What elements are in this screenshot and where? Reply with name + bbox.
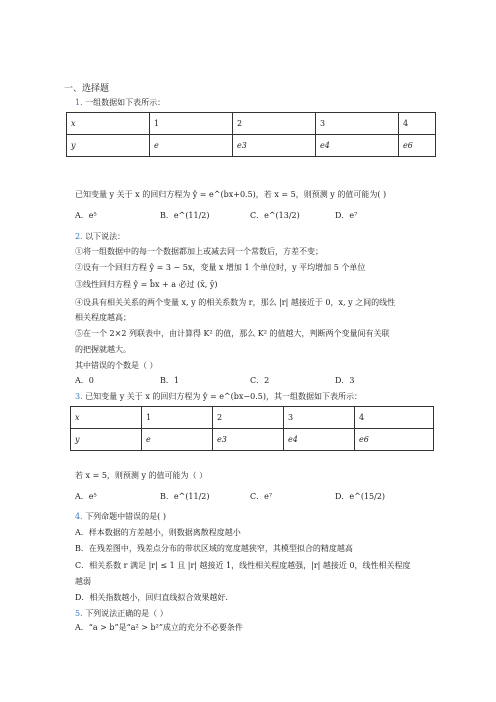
data-table-1 — [66, 112, 436, 157]
table-cell: 2 — [233, 113, 316, 135]
question-text: 下列说法正确的是（ ） — [85, 609, 168, 618]
statement-1: ①将一组数据中的每一个数据都加上或减去同一个常数后，方差不变； — [75, 247, 323, 256]
question-1-text: 已知变量 y 关于 x 的回归方程为 ŷ = e^(bx+0.5)，若 x = 5，则预测 y 的值可能为( ) — [75, 190, 387, 199]
table-cell: 1 — [150, 113, 233, 135]
option-b[interactable]: B．e^(11/2) — [160, 211, 210, 220]
option-d[interactable]: D．e^(15/2) — [335, 492, 386, 501]
table-cell: e4 — [316, 135, 399, 157]
question-3-text: 若 x = 5，则预测 y 的值可能为（ ） — [75, 471, 208, 480]
table-row — [67, 135, 436, 157]
question-number: 5. — [75, 609, 83, 618]
option-b[interactable]: B．1 — [160, 376, 179, 385]
table-cell: e — [142, 429, 213, 451]
option-c-cont: 越弱 — [75, 577, 91, 586]
table-cell: 3 — [284, 407, 355, 429]
table-row — [71, 429, 434, 451]
statement-3: ③线性回归方程 ŷ = b̂x + a 必过 (x̄, ȳ) — [75, 280, 218, 289]
question-3-stem — [75, 391, 362, 402]
option-d[interactable]: D．3 — [335, 376, 355, 385]
question-5-stem — [75, 608, 168, 619]
question-2-stem — [75, 231, 125, 242]
option-d[interactable]: D．e⁷ — [335, 211, 358, 220]
option-a[interactable]: A．e⁵ — [75, 492, 97, 501]
option-d[interactable]: D．相关指数越小，回归直线拟合效果越好. — [75, 593, 228, 602]
table-cell: 4 — [355, 407, 434, 429]
table-cell: e — [150, 135, 233, 157]
question-4-stem — [75, 511, 166, 522]
question-text: 下列命题中错误的是( ) — [85, 512, 166, 521]
option-b[interactable]: B．在残差图中，残差点分布的带状区域的宽度越狭窄，其模型拟合的精度越高 — [75, 544, 353, 553]
statement-4: ④设具有相关关系的两个变量 x, y 的相关系数为 r，那么 |r| 越接近于 0，x, y 之间的线性 — [75, 298, 396, 307]
statement-5: ⑤在一个 2×2 列联表中，由计算得 K² 的值，那么 K² 的值越大，判断两个变量间有关联 — [75, 329, 390, 338]
option-b[interactable]: B．e^(11/2) — [160, 492, 210, 501]
table-cell: e3 — [233, 135, 316, 157]
option-c[interactable]: C．e^(13/2) — [250, 211, 300, 220]
table-cell: 3 — [316, 113, 399, 135]
option-a[interactable]: A．0 — [75, 376, 94, 385]
table-cell: e6 — [355, 429, 434, 451]
table-cell: e6 — [399, 135, 436, 157]
option-c[interactable]: C．e⁷ — [250, 492, 273, 501]
table-cell: x — [67, 113, 150, 135]
data-table-2 — [70, 406, 434, 451]
question-1-stem — [75, 97, 165, 108]
table-cell: 1 — [142, 407, 213, 429]
option-c[interactable]: C．2 — [250, 376, 270, 385]
table-row — [67, 113, 436, 135]
option-a[interactable]: A．e⁵ — [75, 211, 97, 220]
table-cell: e3 — [213, 429, 284, 451]
table-cell: e4 — [284, 429, 355, 451]
table-row — [71, 407, 434, 429]
table-cell: 2 — [213, 407, 284, 429]
table-cell: 4 — [399, 113, 436, 135]
section-title: 一、选择题 — [64, 84, 110, 94]
question-number: 3. — [75, 392, 83, 401]
question-text: 已知变量 y 关于 x 的回归方程为 ŷ = e^(bx−0.5)，其一组数据如下表所示： — [85, 392, 362, 401]
table-cell: x — [71, 407, 142, 429]
option-a[interactable]: A．样本数据的方差越小，则数据离散程度越小 — [75, 528, 241, 537]
option-a[interactable]: A．“a > b”是“a² > b²”成立的充分不必要条件 — [75, 623, 243, 632]
option-c[interactable]: C．相关系数 r 满足 |r| ≤ 1 且 |r| 越接近 1，线性相关程度越强，|r| 越接近 0，线性相关程度 — [75, 561, 411, 570]
question-number: 4. — [75, 512, 83, 521]
question-2-text: 其中错误的个数是（ ） — [75, 361, 158, 370]
question-text: 以下说法： — [85, 232, 126, 241]
question-number: 2. — [75, 232, 83, 241]
statement-2: ②设有一个回归方程 ŷ = 3 − 5x，变量 x 增加 1 个单位时，y 平均增加 5 个单位 — [75, 263, 366, 272]
question-text: 一组数据如下表所示： — [85, 98, 166, 107]
table-cell: y — [71, 429, 142, 451]
statement-4-cont: 相关程度越高； — [75, 313, 131, 322]
table-cell: y — [67, 135, 150, 157]
question-number: 1. — [75, 98, 83, 107]
statement-5-cont: 的把握就越大。 — [75, 345, 131, 354]
